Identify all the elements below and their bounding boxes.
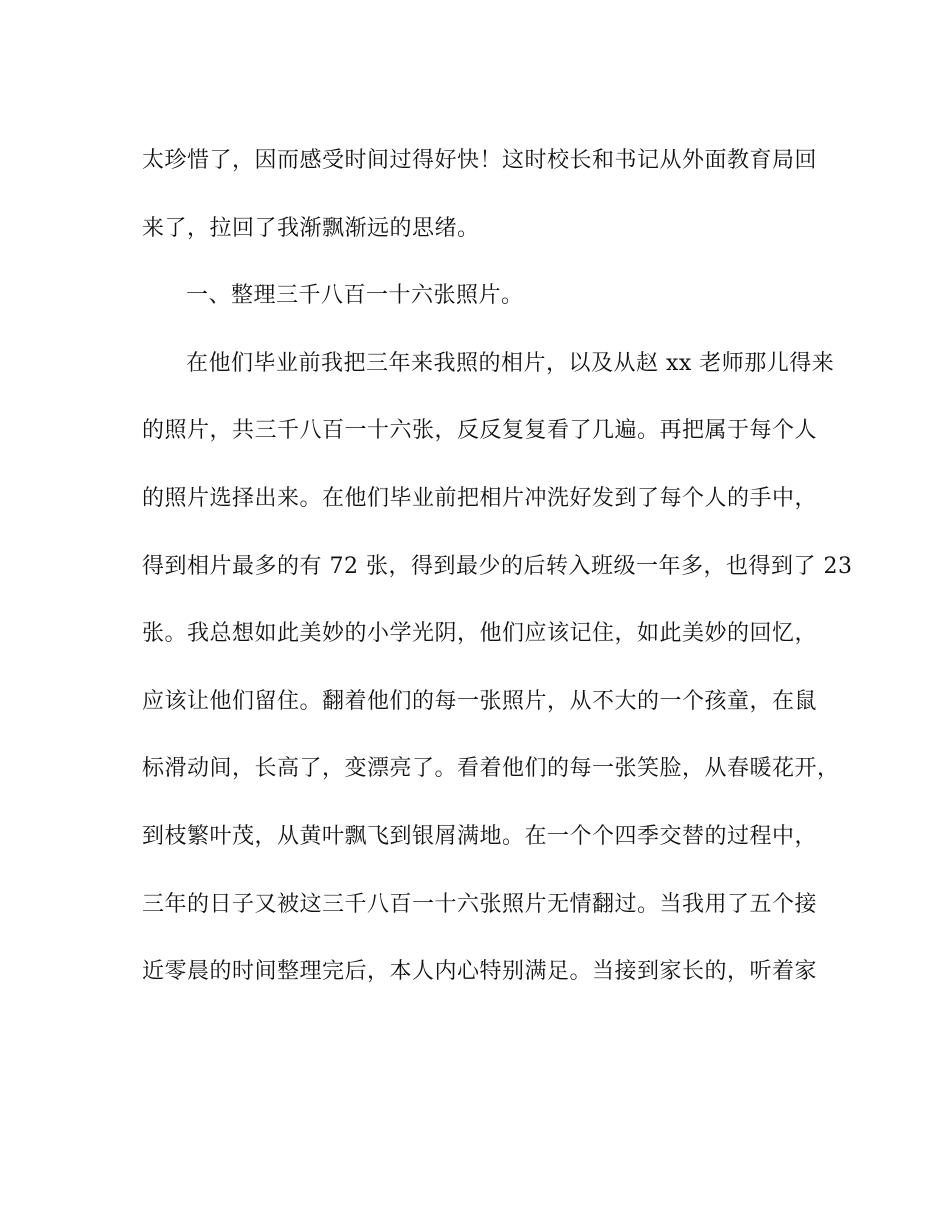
text-line: 三年的日子又被这三千八百一十六张照片无情翻过。当我用了五个接 xyxy=(142,892,818,917)
section-heading: 一、整理三千八百一十六张照片。 xyxy=(186,283,524,308)
text-line: 近零晨的时间整理完后，本人内心特别满足。当接到家长的，听着家 xyxy=(142,959,818,984)
text-line: 张。我总想如此美妙的小学光阴，他们应该记住，如此美妙的回忆， xyxy=(142,621,818,646)
text-line: 的照片选择出来。在他们毕业前把相片冲洗好发到了每个人的手中， xyxy=(142,486,818,511)
text-line: 得到相片最多的有 72 张，得到最少的后转入班级一年多，也得到了 23 xyxy=(142,554,853,579)
text-line: 应该让他们留住。翻着他们的每一张照片，从不大的一个孩童，在鼠 xyxy=(142,689,818,714)
text-line: 太珍惜了，因而感受时间过得好快！这时校长和书记从外面教育局回 xyxy=(142,148,818,173)
text-line: 来了，拉回了我渐飘渐远的思绪。 xyxy=(142,216,480,241)
text-line: 到枝繁叶茂，从黄叶飘飞到银屑满地。在一个个四季交替的过程中， xyxy=(142,824,818,849)
text-line: 在他们毕业前我把三年来我照的相片，以及从赵 xx 老师那儿得来 xyxy=(186,351,835,376)
text-line: 的照片，共三千八百一十六张，反反复复看了几遍。再把属于每个人 xyxy=(142,418,818,443)
text-line: 标滑动间，长高了，变漂亮了。看着他们的每一张笑脸，从春暖花开， xyxy=(142,756,840,781)
